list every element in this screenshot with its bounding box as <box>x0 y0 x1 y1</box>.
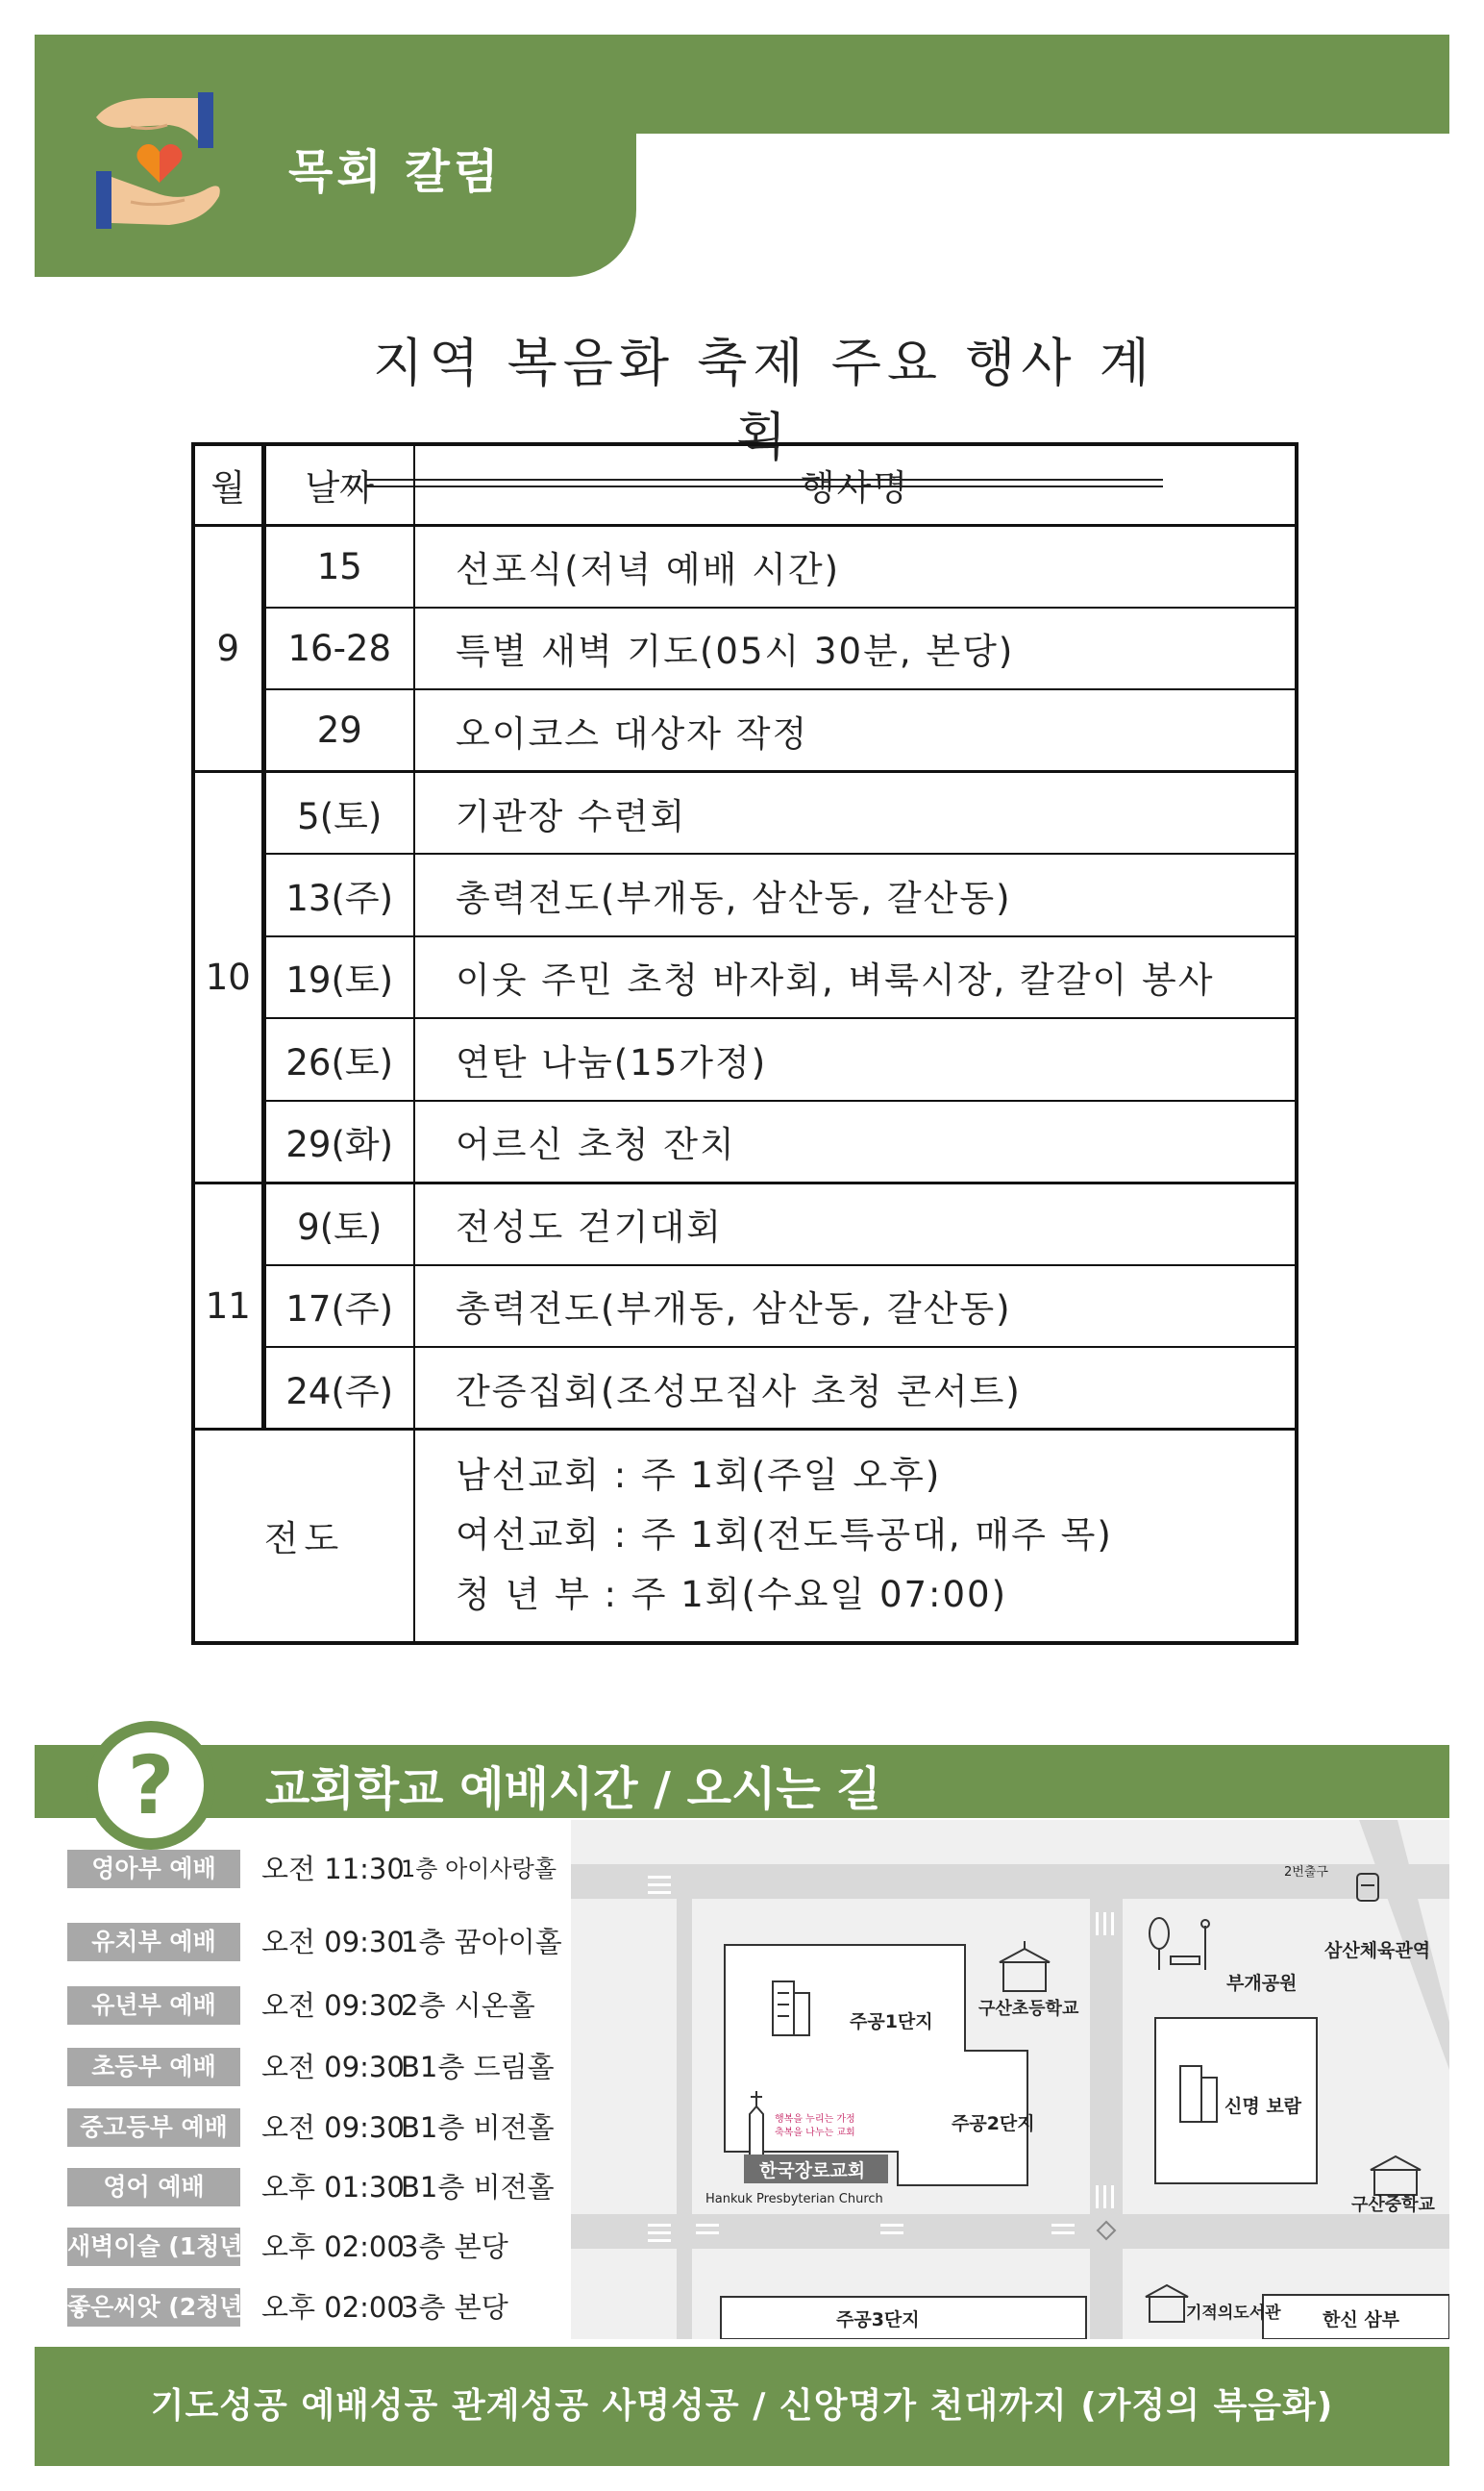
dept-badge: 좋은씨앗 (2청년) <box>67 2288 240 2327</box>
table-row <box>193 1101 1297 1183</box>
service-item <box>67 2228 567 2266</box>
table-header-row <box>193 444 1297 525</box>
church-slogan: 행복을 누리는 가정 <box>775 2114 855 2125</box>
park-icon <box>1150 1918 1209 1970</box>
dept-badge: 영아부 예배 <box>67 1850 240 1888</box>
dept-badge: 새벽이슬 (1청년) <box>67 2228 240 2266</box>
service-item <box>67 2108 567 2147</box>
evangelism-line: 청 년 부 : 주 1회(수요일 07:00) <box>456 1574 1008 1616</box>
event-cell: 전성도 걷기대회 <box>414 1183 1297 1265</box>
service-time: 오전 09:30 <box>261 2051 405 2083</box>
date-cell: 24(주) <box>263 1347 414 1430</box>
exit-label: 2번출구 <box>1284 1865 1328 1880</box>
table-row <box>193 1018 1297 1101</box>
table-row <box>193 936 1297 1019</box>
gusan-elementary-label: 구산초등학교 <box>978 1999 1079 2019</box>
service-item <box>67 2288 567 2327</box>
header-title: 목회 칼럼 <box>288 145 503 199</box>
table-row <box>193 689 1297 772</box>
church-name: 한국장로교회 <box>759 2160 866 2181</box>
month-cell: 10 <box>193 772 263 1183</box>
dept-badge: 초등부 예배 <box>67 2048 240 2086</box>
service-place: 3층 본당 <box>401 2291 508 2324</box>
evangelism-label: 전도 <box>193 1430 414 1643</box>
jugong1-label: 주공1단지 <box>850 2011 933 2032</box>
event-cell: 오이코스 대상자 작정 <box>414 689 1297 772</box>
gusan-middle-label: 구산중학교 <box>1351 2195 1435 2215</box>
date-cell: 13(주) <box>263 854 414 936</box>
event-cell: 간증집회(조성모집사 초청 콘서트) <box>414 1347 1297 1430</box>
date-cell: 5(토) <box>263 772 414 855</box>
samsan-gym-label: 삼산체육관역 <box>1324 1940 1431 1961</box>
table-row <box>193 608 1297 690</box>
table-row <box>193 1347 1297 1430</box>
dept-badge: 영어 예배 <box>67 2168 240 2206</box>
service-time: 오전 09:30 <box>261 2111 405 2144</box>
hansin-label: 한신 삼부 <box>1323 2309 1400 2330</box>
church-slogan: 축복을 나누는 교회 <box>775 2128 855 2138</box>
service-place: 1층 아이사랑홀 <box>401 1856 557 1882</box>
event-cell: 이웃 주민 초청 바자회, 벼룩시장, 칼갈이 봉사 <box>414 936 1297 1019</box>
header-date: 날짜 <box>263 444 414 525</box>
caring-hands-heart-icon <box>92 88 227 233</box>
library-label: 기적의도서관 <box>1186 2304 1281 2323</box>
service-time: 오후 02:00 <box>261 2291 405 2324</box>
service-time: 오전 11:30 <box>261 1853 405 1885</box>
date-cell: 15 <box>263 525 414 608</box>
event-schedule-table <box>191 442 1298 1645</box>
service-time: 오후 01:30 <box>261 2171 405 2204</box>
service-place: B1층 비전홀 <box>401 2171 555 2204</box>
service-item <box>67 1923 567 1961</box>
date-cell: 17(주) <box>263 1265 414 1348</box>
table-row <box>193 1183 1297 1265</box>
service-place: B1층 비전홀 <box>401 2111 555 2144</box>
question-icon <box>87 1721 215 1850</box>
dept-badge: 유치부 예배 <box>67 1923 240 1961</box>
date-cell: 29 <box>263 689 414 772</box>
service-time: 오전 09:30 <box>261 1926 405 1958</box>
service-item <box>67 1850 567 1888</box>
school-icon <box>1000 1941 1050 1991</box>
sinmyeong-label: 신명 보람 <box>1224 2096 1302 2117</box>
directions-map <box>571 1820 1449 2339</box>
header-month: 월 <box>193 444 263 525</box>
event-cell: 선포식(저녁 예배 시간) <box>414 525 1297 608</box>
table-row <box>193 854 1297 936</box>
event-cell: 총력전도(부개동, 삼산동, 갈산동) <box>414 854 1297 936</box>
event-cell: 연탄 나눔(15가정) <box>414 1018 1297 1101</box>
road-left <box>677 1899 692 2339</box>
evangelism-row <box>193 1430 1297 1643</box>
table-row <box>193 772 1297 855</box>
service-time: 오전 09:30 <box>261 1989 405 2022</box>
service-place: B1층 드림홀 <box>401 2051 555 2083</box>
header-event: 행사명 <box>414 444 1297 525</box>
section-title: 교회학교 예배시간 / 오시는 길 <box>265 1762 881 1816</box>
evangelism-line: 남선교회 : 주 1회(주일 오후) <box>456 1455 942 1497</box>
date-cell: 26(토) <box>263 1018 414 1101</box>
event-cell: 총력전도(부개동, 삼산동, 갈산동) <box>414 1265 1297 1348</box>
footer-motto: 기도성공 예배성공 관계성공 사명성공 / 신앙명가 천대까지 (가정의 복음화) <box>35 2347 1449 2466</box>
service-item <box>67 1986 567 2025</box>
church-english-name: Hankuk Presbyterian Church <box>705 2192 883 2206</box>
service-place: 2층 시온홀 <box>401 1989 535 2022</box>
table-row <box>193 1265 1297 1348</box>
jugong3-label: 주공3단지 <box>836 2309 920 2330</box>
page-title: 지역 복음화 축제 주요 행사 계획 <box>365 322 1163 484</box>
dept-badge: 중고등부 예배 <box>67 2108 240 2147</box>
evangelism-line: 여선교회 : 주 1회(전도특공대, 매주 목) <box>456 1514 1113 1557</box>
event-cell: 기관장 수련회 <box>414 772 1297 855</box>
service-item <box>67 2168 567 2206</box>
date-cell: 9(토) <box>263 1183 414 1265</box>
date-cell: 29(화) <box>263 1101 414 1183</box>
date-cell: 19(토) <box>263 936 414 1019</box>
table-row <box>193 525 1297 608</box>
month-cell: 9 <box>193 525 263 772</box>
month-cell: 11 <box>193 1183 263 1430</box>
question-mark-glyph: ? <box>98 1732 204 1838</box>
service-place: 3층 본당 <box>401 2230 508 2263</box>
date-cell: 16-28 <box>263 608 414 690</box>
road-middle <box>1090 1899 1123 2339</box>
jugong-block <box>725 1945 1027 2185</box>
service-time: 오후 02:00 <box>261 2230 405 2263</box>
service-place: 1층 꿈아이홀 <box>401 1926 562 1958</box>
service-item <box>67 2048 567 2086</box>
bugae-park-label: 부개공원 <box>1226 1973 1298 1994</box>
event-cell: 특별 새벽 기도(05시 30분, 본당) <box>414 608 1297 690</box>
school-icon <box>1371 2156 1421 2195</box>
library-icon <box>1146 2285 1188 2322</box>
jugong2-label: 주공2단지 <box>952 2113 1035 2134</box>
event-cell: 어르신 초청 잔치 <box>414 1101 1297 1183</box>
evangelism-details <box>414 1430 1297 1643</box>
dept-badge: 유년부 예배 <box>67 1986 240 2025</box>
